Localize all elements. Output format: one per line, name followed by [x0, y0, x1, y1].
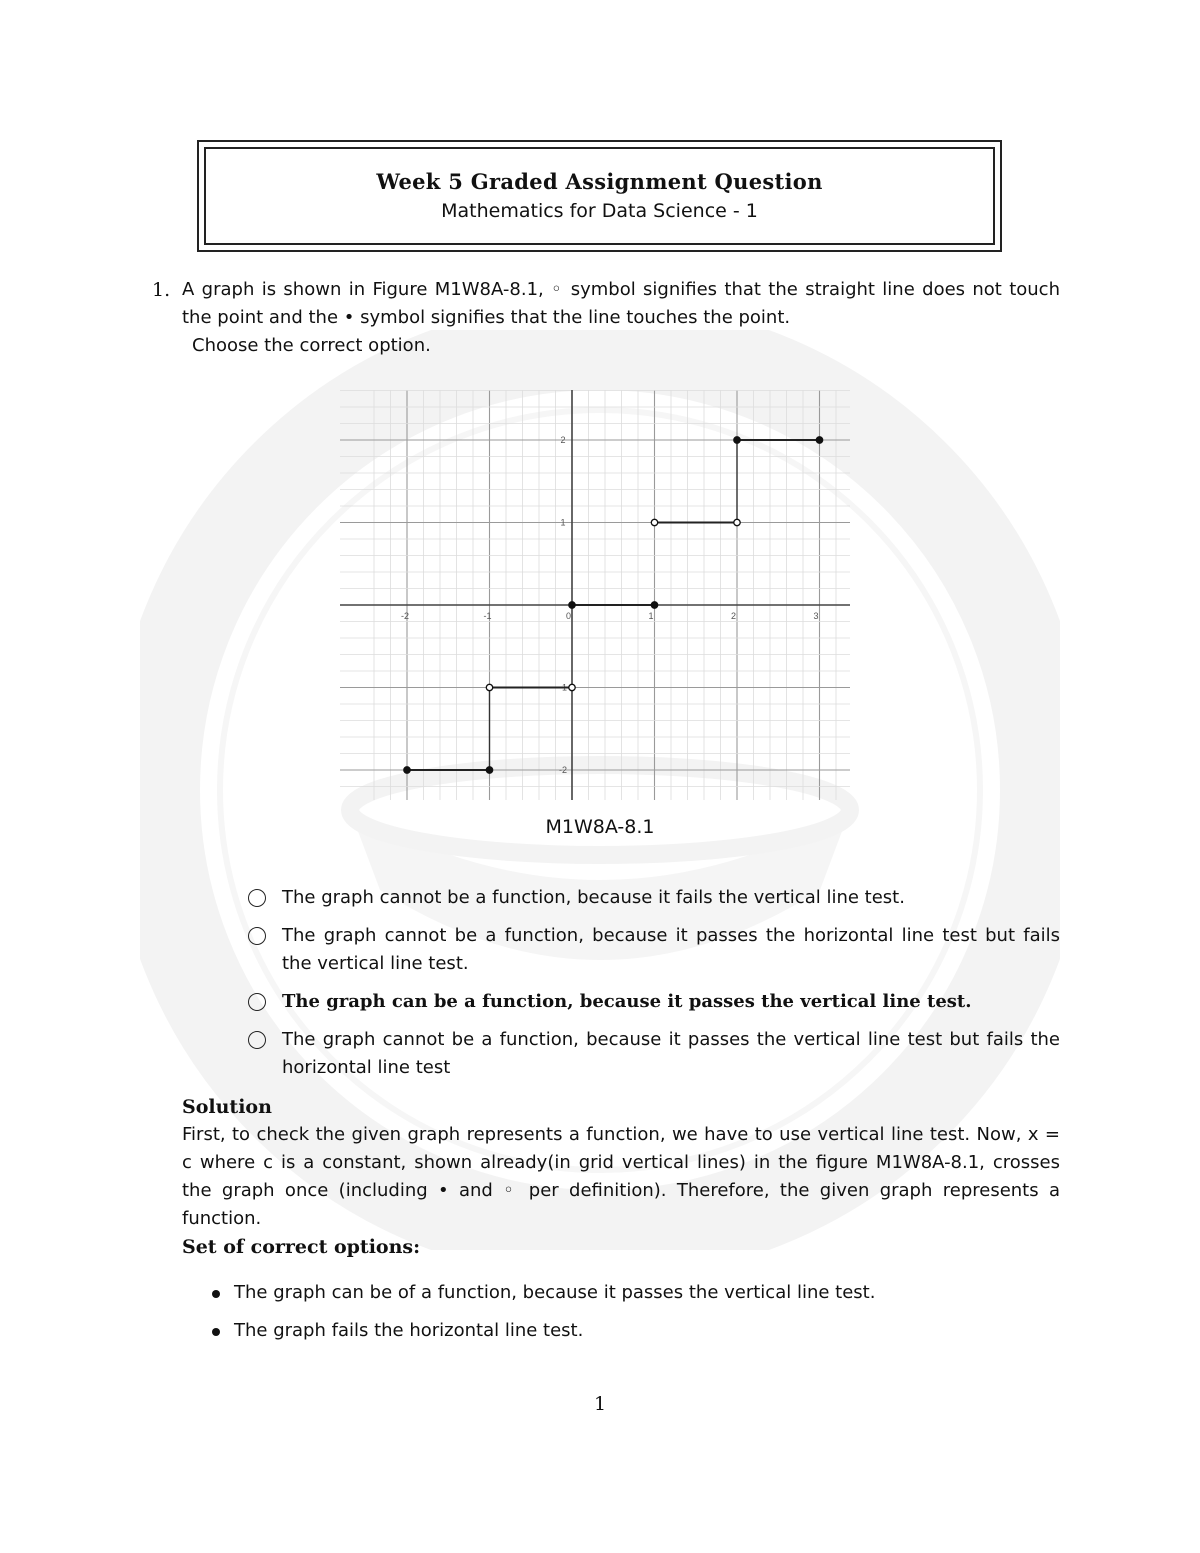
- option-label: The graph can be a function, because it passes the vertical line test.: [282, 991, 972, 1012]
- question-text: A graph is shown in Figure M1W8A-8.1, ◦ symbol signifies that the straight line does not touch the point and the • symbol signifies that the line touches the point.: [182, 279, 1060, 328]
- closed-point: [734, 437, 740, 443]
- x-tick-label: 2: [731, 611, 737, 621]
- open-point: [569, 684, 575, 690]
- closed-point: [651, 602, 657, 608]
- open-point: [486, 684, 492, 690]
- question-instruction: Choose the correct option.: [192, 335, 431, 356]
- closed-point: [404, 767, 410, 773]
- page-number: 1: [593, 1393, 607, 1415]
- y-tick-label: 2: [560, 435, 566, 445]
- y-tick-label: 1: [560, 517, 566, 528]
- solution-text: First, to check the given graph represents a function, we have to use vertical line test. Now, x = c where c is a constant, shown already(in grid vertical lines) in the figure M1W8A-8.1, crosses the graph once (including • and ◦ per definition). Therefore, the given graph represents a function.: [182, 1124, 1060, 1229]
- option-1[interactable]: [246, 884, 1060, 912]
- question-number: 1.: [152, 279, 171, 301]
- question-block: [152, 276, 1060, 360]
- correct-options-heading: Set of correct options:: [182, 1236, 421, 1258]
- radio-circle-icon[interactable]: [248, 927, 266, 945]
- course-name: Mathematics for Data Science - 1: [441, 200, 758, 222]
- x-tick-label: 3: [813, 611, 819, 621]
- step-function-graph: [340, 390, 850, 800]
- open-point: [651, 519, 657, 525]
- closed-point: [486, 767, 492, 773]
- y-tick-label: -1: [558, 682, 568, 693]
- list-item: The graph fails the horizontal line test.: [182, 1317, 1060, 1345]
- correct-options-list: [182, 1279, 1060, 1345]
- title-box: [197, 140, 1002, 252]
- option-label: The graph cannot be a function, because it fails the vertical line test.: [282, 887, 905, 908]
- closed-point: [816, 437, 822, 443]
- solution-heading: Solution: [182, 1096, 272, 1118]
- closed-point: [569, 602, 575, 608]
- x-tick-label: 1: [648, 611, 654, 621]
- x-tick-label: 0: [566, 611, 572, 621]
- option-2[interactable]: [246, 922, 1060, 978]
- radio-circle-icon[interactable]: [248, 1031, 266, 1049]
- answer-options: [246, 884, 1060, 1092]
- list-item: The graph can be of a function, because it passes the vertical line test.: [182, 1279, 1060, 1307]
- y-tick-label: -2: [558, 765, 568, 775]
- solution-section: [182, 1093, 1060, 1355]
- option-4[interactable]: [246, 1026, 1060, 1082]
- document-title: Week 5 Graded Assignment Question: [376, 169, 823, 194]
- figure-caption: M1W8A-8.1: [545, 816, 655, 838]
- option-label: The graph cannot be a function, because it passes the vertical line test but fails the horizontal line test: [282, 1029, 1060, 1078]
- open-point: [734, 519, 740, 525]
- radio-circle-icon[interactable]: [248, 993, 266, 1011]
- radio-circle-icon[interactable]: [248, 889, 266, 907]
- option-3-correct[interactable]: [246, 988, 1060, 1016]
- option-label: The graph cannot be a function, because it passes the horizontal line test but fails the vertical line test.: [282, 925, 1060, 974]
- x-tick-label: -2: [401, 611, 410, 621]
- x-tick-label: -1: [483, 611, 492, 621]
